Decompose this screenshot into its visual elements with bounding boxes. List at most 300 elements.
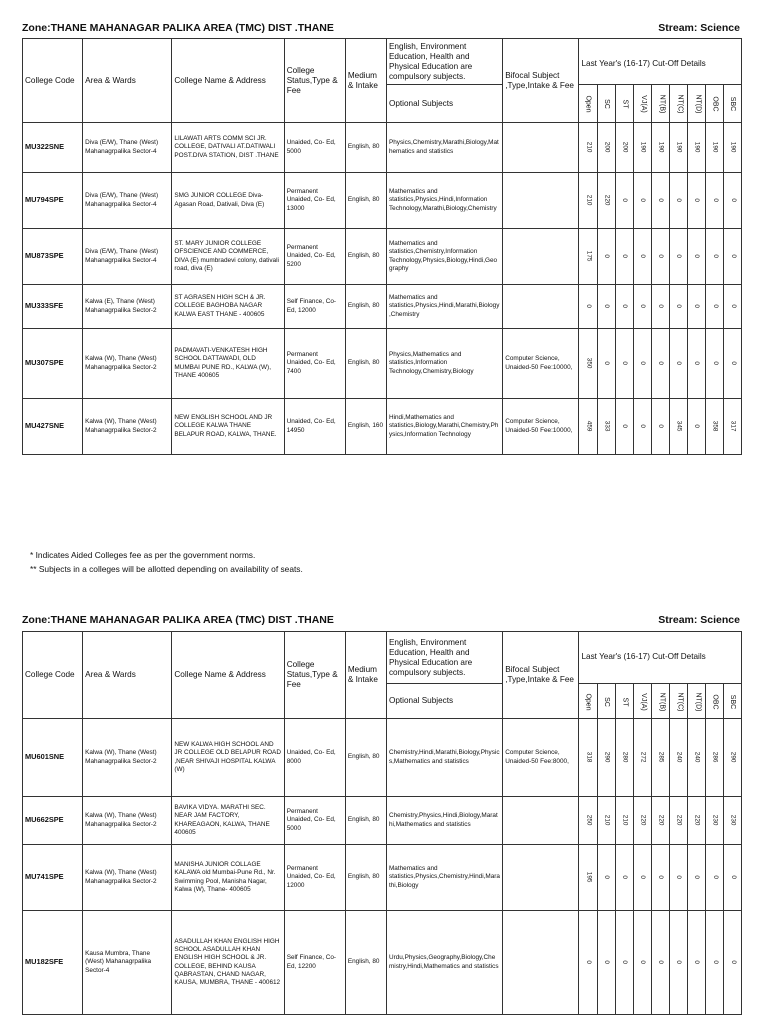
header-category — [687, 85, 705, 123]
cutoff-value — [723, 229, 741, 285]
category-label: NT(B) — [657, 692, 665, 711]
cutoff-number: 0 — [657, 424, 665, 429]
college-name: BAVIKA VIDYA. MARATHI SEC. NEAR JAM FACTORY, KHAREAGAON, KALWA, THANE 400605 — [172, 797, 284, 845]
header-category — [669, 85, 687, 123]
cutoff-value — [651, 911, 669, 1015]
college-code: MU322SNE — [23, 123, 83, 173]
cutoff-value — [651, 285, 669, 329]
cutoff-value — [669, 329, 687, 399]
header-bifocal: Bifocal Subject ,Type,Intake & Fee — [503, 39, 579, 123]
cutoff-value — [579, 329, 597, 399]
cutoff-value — [705, 399, 723, 455]
cutoff-value — [723, 329, 741, 399]
cutoff-value — [687, 797, 705, 845]
optional-subjects: Physics,Mathematics and statistics,Information Technology,Chemistry,Biology — [386, 329, 502, 399]
cutoff-number: 0 — [711, 361, 719, 366]
cutoff-number: 230 — [711, 815, 719, 826]
cutoff-value — [705, 173, 723, 229]
cutoff-value — [687, 123, 705, 173]
cutoff-number: 200 — [603, 142, 611, 153]
cutoff-number: 290 — [603, 752, 611, 763]
cutoff-value — [723, 173, 741, 229]
college-code: MU873SPE — [23, 229, 83, 285]
cutoff-value — [597, 399, 615, 455]
cutoff-value — [669, 911, 687, 1015]
cutoff-number: 0 — [657, 361, 665, 366]
category-label: SBC — [729, 96, 737, 112]
cutoff-table-2 — [22, 631, 742, 1015]
cutoff-number: 0 — [639, 424, 647, 429]
college-name: PADMAVATI-VENKATESH HIGH SCHOOL DATTAWADI, OLD MUMBAI PUNE RD., KALWA (W), THANE 400605 — [172, 329, 284, 399]
bifocal-subject — [503, 285, 579, 329]
cutoff-value — [687, 845, 705, 911]
cutoff-number: 0 — [675, 960, 683, 965]
header-category — [597, 684, 615, 719]
cutoff-value — [615, 911, 633, 1015]
area-wards: Kausa Mumbra, Thane (West) Mahanagrpalika Sector-4 — [83, 911, 172, 1015]
table-row — [23, 285, 742, 329]
cutoff-value — [705, 123, 723, 173]
cutoff-number: 0 — [693, 361, 701, 366]
cutoff-value — [651, 229, 669, 285]
cutoff-number: 240 — [693, 752, 701, 763]
medium-intake: English, 80 — [345, 173, 386, 229]
cutoff-value — [615, 797, 633, 845]
table-row — [23, 123, 742, 173]
college-code: MU741SPE — [23, 845, 83, 911]
cutoff-value — [669, 719, 687, 797]
area-wards: Diva (E/W), Thane (West) Mahanagrpalika Sector-4 — [83, 123, 172, 173]
cutoff-number: 0 — [675, 875, 683, 880]
cutoff-value — [651, 399, 669, 455]
optional-subjects: Mathematics and statistics,Physics,Chemistry,Hindi,Marathi,Biology — [386, 845, 502, 911]
cutoff-value — [651, 797, 669, 845]
cutoff-value — [669, 399, 687, 455]
cutoff-value — [687, 719, 705, 797]
bifocal-subject — [503, 845, 579, 911]
optional-subjects: Physics,Chemistry,Marathi,Biology,Mathematics and statistics — [386, 123, 502, 173]
medium-intake: English, 80 — [345, 329, 386, 399]
cutoff-value — [687, 911, 705, 1015]
stream-label: Stream: Science — [658, 22, 740, 34]
header-category — [651, 85, 669, 123]
cutoff-value — [669, 173, 687, 229]
cutoff-number: 0 — [693, 198, 701, 203]
category-label: SBC — [729, 694, 737, 709]
cutoff-number: 459 — [585, 421, 593, 432]
cutoff-value — [579, 229, 597, 285]
cutoff-number: 290 — [729, 752, 737, 763]
cutoff-value — [615, 329, 633, 399]
college-code: MU182SFE — [23, 911, 83, 1015]
college-code: MU601SNE — [23, 719, 83, 797]
cutoff-value — [723, 285, 741, 329]
cutoff-number: 0 — [711, 875, 719, 880]
category-label: ST — [621, 99, 629, 109]
cutoff-number: 0 — [657, 304, 665, 309]
cutoff-number: 345 — [675, 421, 683, 432]
cutoff-number: 0 — [729, 960, 737, 965]
cutoff-value — [723, 399, 741, 455]
optional-subjects: Chemistry,Hindi,Marathi,Biology,Physics,Mathematics and statistics — [386, 719, 502, 797]
cutoff-number: 0 — [639, 198, 647, 203]
header-medium: Medium & Intake — [345, 39, 386, 123]
cutoff-value — [579, 911, 597, 1015]
cutoff-number: 286 — [711, 752, 719, 763]
table-row — [23, 399, 742, 455]
area-wards: Kalwa (W), Thane (West) Mahanagrpalika Sector-2 — [83, 329, 172, 399]
cutoff-value — [633, 329, 651, 399]
college-status: Permanent Unaided, Co- Ed, 7400 — [284, 329, 345, 399]
header-medium: Medium & Intake — [345, 632, 386, 719]
header-optional: Optional Subjects — [386, 85, 502, 123]
zone-title: Zone:THANE MAHANAGAR PALIKA AREA (TMC) DIST .THANE — [22, 22, 334, 34]
cutoff-value — [597, 719, 615, 797]
optional-subjects: Urdu,Physics,Geography,Biology,Chemistry,Hindi,Mathematics and statistics — [386, 911, 502, 1015]
cutoff-value — [597, 911, 615, 1015]
cutoff-number: 0 — [621, 198, 629, 203]
cutoff-value — [633, 911, 651, 1015]
bifocal-subject — [503, 123, 579, 173]
cutoff-number: 0 — [711, 304, 719, 309]
table-row — [23, 173, 742, 229]
cutoff-number: 190 — [693, 142, 701, 153]
cutoff-number: 318 — [585, 752, 593, 763]
cutoff-number: 0 — [621, 254, 629, 259]
cutoff-value — [723, 719, 741, 797]
cutoff-value — [615, 845, 633, 911]
category-label: ST — [621, 697, 629, 706]
cutoff-number: 0 — [603, 875, 611, 880]
header-cutoff: Last Year's (16-17) Cut-Off Details — [579, 39, 742, 85]
cutoff-number: 0 — [621, 304, 629, 309]
optional-subjects: Mathematics and statistics,Physics,Hindi,Information Technology,Marathi,Biology,Chemistry — [386, 173, 502, 229]
medium-intake: English, 80 — [345, 911, 386, 1015]
cutoff-number: 195 — [585, 872, 593, 883]
cutoff-value — [651, 845, 669, 911]
cutoff-value — [651, 329, 669, 399]
category-label: Open — [585, 95, 593, 113]
area-wards: Kalwa (W), Thane (West) Mahanagrpalika Sector-2 — [83, 845, 172, 911]
cutoff-number: 0 — [657, 875, 665, 880]
cutoff-value — [723, 911, 741, 1015]
cutoff-number: 0 — [621, 361, 629, 366]
college-name: ST. MARY JUNIOR COLLEGE OFSCIENCE AND COMMERCE, DIVA (E) mumbradevi colony, dativali road, diva (E) — [172, 229, 284, 285]
college-status: Self Finance, Co- Ed, 12200 — [284, 911, 345, 1015]
header-category — [723, 85, 741, 123]
cutoff-value — [633, 719, 651, 797]
area-wards: Kalwa (W), Thane (West) Mahanagrpalika Sector-2 — [83, 719, 172, 797]
cutoff-number: 0 — [693, 875, 701, 880]
cutoff-number: 0 — [693, 304, 701, 309]
cutoff-value — [615, 229, 633, 285]
bifocal-subject — [503, 173, 579, 229]
college-name: ASADULLAH KHAN ENGLISH HIGH SCHOOL ASADULLAH KHAN ENGLISH HIGH SCHOOL & JR. COLLEGE, BEHIND KAUSA QABRASTAN, CHAND NAGAR, KAUSA, MUMBRA, THANE - 400612 — [172, 911, 284, 1015]
cutoff-number: 0 — [657, 960, 665, 965]
cutoff-value — [705, 229, 723, 285]
category-label: Open — [585, 692, 593, 711]
cutoff-number: 190 — [675, 142, 683, 153]
cutoff-number: 220 — [657, 815, 665, 826]
cutoff-value — [633, 173, 651, 229]
category-label: NT(D) — [694, 691, 702, 712]
header-category — [579, 85, 597, 123]
cutoff-number: 280 — [621, 752, 629, 763]
cutoff-value — [633, 845, 651, 911]
cutoff-value — [723, 797, 741, 845]
area-wards: Diva (E/W), Thane (West) Mahanagrpalika Sector-4 — [83, 173, 172, 229]
header-category — [705, 684, 723, 719]
medium-intake: English, 80 — [345, 797, 386, 845]
header-category — [633, 684, 651, 719]
header-bifocal: Bifocal Subject ,Type,Intake & Fee — [503, 632, 579, 719]
college-name: SMG JUNIOR COLLEGE Diva-Agasan Road, Dativali, Diva (E) — [172, 173, 284, 229]
cutoff-value — [615, 719, 633, 797]
cutoff-number: 220 — [693, 815, 701, 826]
cutoff-value — [723, 845, 741, 911]
cutoff-value — [669, 797, 687, 845]
note-aided: * Indicates Aided Colleges fee as per the government norms. — [30, 550, 256, 560]
cutoff-value — [651, 123, 669, 173]
college-code: MU427SNE — [23, 399, 83, 455]
medium-intake: English, 80 — [345, 285, 386, 329]
cutoff-number: 190 — [639, 142, 647, 153]
cutoff-number: 200 — [621, 142, 629, 153]
cutoff-number: 333 — [603, 421, 611, 432]
college-code: MU794SPE — [23, 173, 83, 229]
optional-subjects: Chemistry,Physics,Hindi,Biology,Marathi,Mathematics and statistics — [386, 797, 502, 845]
college-status: Unaided, Co- Ed, 14950 — [284, 399, 345, 455]
cutoff-value — [579, 845, 597, 911]
cutoff-value — [705, 719, 723, 797]
category-label: VJ(A) — [639, 692, 647, 711]
table-row — [23, 911, 742, 1015]
header-college-name: College Name & Address — [172, 39, 284, 123]
header-category — [579, 684, 597, 719]
cutoff-value — [615, 173, 633, 229]
area-wards: Diva (E/W), Thane (West) Mahanagrpalika Sector-4 — [83, 229, 172, 285]
cutoff-value — [687, 399, 705, 455]
header-category — [597, 85, 615, 123]
college-status: Self Finance, Co- Ed, 12000 — [284, 285, 345, 329]
cutoff-number: 0 — [729, 254, 737, 259]
category-label: NT(B) — [657, 94, 665, 114]
cutoff-number: 175 — [585, 251, 593, 262]
college-status: Unaided, Co- Ed, 5000 — [284, 123, 345, 173]
college-status: Unaided, Co- Ed, 8000 — [284, 719, 345, 797]
cutoff-number: 0 — [603, 960, 611, 965]
cutoff-value — [579, 123, 597, 173]
area-wards: Kalwa (W), Thane (West) Mahanagrpalika Sector-2 — [83, 797, 172, 845]
cutoff-number: 0 — [603, 361, 611, 366]
cutoff-value — [633, 285, 651, 329]
category-label: OBC — [711, 693, 719, 710]
college-name: LILAWATI ARTS COMM SCI JR. COLLEGE, DATIVALI AT.DATIWALI POST.DIVA STATION, DIST .THANE — [172, 123, 284, 173]
cutoff-value — [579, 719, 597, 797]
header-area: Area & Wards — [83, 39, 172, 123]
header-area: Area & Wards — [83, 632, 172, 719]
bifocal-subject — [503, 911, 579, 1015]
cutoff-value — [687, 285, 705, 329]
cutoff-number: 0 — [675, 304, 683, 309]
cutoff-number: 0 — [639, 361, 647, 366]
college-status: Permanent Unaided, Co- Ed, 13000 — [284, 173, 345, 229]
header-category — [723, 684, 741, 719]
cutoff-number: 0 — [711, 960, 719, 965]
category-label: SC — [603, 696, 611, 707]
header-category — [651, 684, 669, 719]
cutoff-number: 0 — [729, 198, 737, 203]
cutoff-number: 0 — [585, 304, 593, 309]
cutoff-number: 250 — [585, 815, 593, 826]
cutoff-value — [669, 285, 687, 329]
cutoff-table-1 — [22, 38, 742, 455]
cutoff-number: 0 — [657, 198, 665, 203]
cutoff-value — [705, 285, 723, 329]
cutoff-value — [615, 123, 633, 173]
cutoff-number: 0 — [729, 361, 737, 366]
college-status: Permanent Unaided, Co- Ed, 12000 — [284, 845, 345, 911]
cutoff-value — [651, 173, 669, 229]
cutoff-value — [669, 123, 687, 173]
cutoff-value — [687, 229, 705, 285]
bifocal-subject — [503, 229, 579, 285]
table-row — [23, 719, 742, 797]
cutoff-number: 0 — [711, 254, 719, 259]
cutoff-number: 210 — [585, 142, 593, 153]
bifocal-subject: Computer Science, Unaided-50 Fee:8000, — [503, 719, 579, 797]
category-label: SC — [603, 99, 611, 109]
medium-intake: English, 80 — [345, 845, 386, 911]
cutoff-value — [705, 845, 723, 911]
header-compulsory: English, Environment Education, Health and Physical Education are compulsory subjects. — [386, 632, 502, 684]
cutoff-value — [705, 797, 723, 845]
cutoff-value — [615, 399, 633, 455]
medium-intake: English, 80 — [345, 123, 386, 173]
cutoff-number: 317 — [729, 421, 737, 432]
cutoff-value — [579, 285, 597, 329]
cutoff-value — [633, 229, 651, 285]
cutoff-value — [705, 911, 723, 1015]
cutoff-number: 240 — [675, 752, 683, 763]
cutoff-value — [597, 229, 615, 285]
cutoff-value — [615, 285, 633, 329]
cutoff-number: 210 — [585, 195, 593, 206]
table-row — [23, 329, 742, 399]
cutoff-value — [597, 329, 615, 399]
cutoff-number: 190 — [711, 142, 719, 153]
cutoff-number: 0 — [639, 875, 647, 880]
cutoff-value — [669, 229, 687, 285]
cutoff-value — [651, 719, 669, 797]
table-row — [23, 229, 742, 285]
header-category — [615, 85, 633, 123]
cutoff-value — [597, 285, 615, 329]
cutoff-number: 210 — [603, 815, 611, 826]
college-status: Permanent Unaided, Co- Ed, 5200 — [284, 229, 345, 285]
header-category — [615, 684, 633, 719]
college-status: Permanent Unaided, Co- Ed, 5000 — [284, 797, 345, 845]
cutoff-number: 285 — [657, 752, 665, 763]
cutoff-number: 0 — [729, 304, 737, 309]
medium-intake: English, 80 — [345, 229, 386, 285]
cutoff-number: 0 — [693, 254, 701, 259]
zone-header — [22, 22, 740, 38]
stream-label-2: Stream: Science — [658, 614, 740, 626]
cutoff-value — [579, 399, 597, 455]
header-category — [705, 85, 723, 123]
cutoff-value — [723, 123, 741, 173]
cutoff-number: 0 — [729, 875, 737, 880]
table-row — [23, 845, 742, 911]
zone-title-2: Zone:THANE MAHANAGAR PALIKA AREA (TMC) DIST .THANE — [22, 614, 334, 626]
optional-subjects: Mathematics and statistics,Physics,Hindi,Marathi,Biology,Chemistry — [386, 285, 502, 329]
cutoff-number: 0 — [711, 198, 719, 203]
cutoff-number: 220 — [675, 815, 683, 826]
cutoff-number: 0 — [675, 361, 683, 366]
cutoff-number: 358 — [711, 421, 719, 432]
cutoff-number: 0 — [621, 875, 629, 880]
cutoff-value — [597, 845, 615, 911]
cutoff-number: 190 — [729, 142, 737, 153]
table-row — [23, 797, 742, 845]
cutoff-number: 0 — [675, 198, 683, 203]
bifocal-subject: Computer Science, Unaided-50 Fee:10000, — [503, 399, 579, 455]
cutoff-value — [669, 845, 687, 911]
bifocal-subject: Computer Science, Unaided-50 Fee:10000, — [503, 329, 579, 399]
category-label: NT(C) — [676, 94, 684, 114]
cutoff-value — [687, 173, 705, 229]
optional-subjects: Hindi,Mathematics and statistics,Biology,Marathi,Chemistry,Physics,Information Technology — [386, 399, 502, 455]
header-category — [633, 85, 651, 123]
header-compulsory: English, Environment Education, Health and Physical Education are compulsory subjects. — [386, 39, 502, 85]
header-college-name: College Name & Address — [172, 632, 284, 719]
cutoff-value — [579, 173, 597, 229]
cutoff-value — [633, 797, 651, 845]
college-name: NEW KALWA HIGH SCHOOL AND JR COLLEGE OLD BELAPUR ROAD ,NEAR SHIVAJI HOSPITAL KALWA (W) — [172, 719, 284, 797]
medium-intake: English, 80 — [345, 719, 386, 797]
cutoff-value — [705, 329, 723, 399]
medium-intake: English, 160 — [345, 399, 386, 455]
cutoff-number: 210 — [621, 815, 629, 826]
cutoff-number: 0 — [603, 254, 611, 259]
header-status: College Status,Type & Fee — [284, 39, 345, 123]
header-category — [669, 684, 687, 719]
cutoff-number: 0 — [585, 960, 593, 965]
college-code: MU307SPE — [23, 329, 83, 399]
cutoff-number: 0 — [621, 960, 629, 965]
cutoff-number: 220 — [639, 815, 647, 826]
cutoff-value — [633, 123, 651, 173]
cutoff-number: 190 — [657, 142, 665, 153]
header-cutoff: Last Year's (16-17) Cut-Off Details — [579, 632, 742, 684]
cutoff-number: 350 — [585, 358, 593, 369]
cutoff-number: 0 — [639, 254, 647, 259]
cutoff-number: 0 — [603, 304, 611, 309]
cutoff-value — [633, 399, 651, 455]
area-wards: Kalwa (W), Thane (West) Mahanagrpalika Sector-2 — [83, 399, 172, 455]
header-college-code: College Code — [23, 632, 83, 719]
cutoff-number: 0 — [621, 424, 629, 429]
cutoff-number: 0 — [675, 254, 683, 259]
category-label: OBC — [711, 96, 719, 112]
category-label: NT(C) — [676, 691, 684, 712]
college-name: MANISHA JUNIOR COLLAGE KALAWA old Mumbai-Pune Rd., Nr. Swimming Pool, Manisha Nagar, Kalwa (W), Thane- 400605 — [172, 845, 284, 911]
note-subjects: ** Subjects in a colleges will be allotted depending on availability of seats. — [30, 564, 303, 574]
cutoff-value — [687, 329, 705, 399]
cutoff-value — [597, 173, 615, 229]
area-wards: Kalwa (E), Thane (West) Mahanagrpalika Sector-2 — [83, 285, 172, 329]
